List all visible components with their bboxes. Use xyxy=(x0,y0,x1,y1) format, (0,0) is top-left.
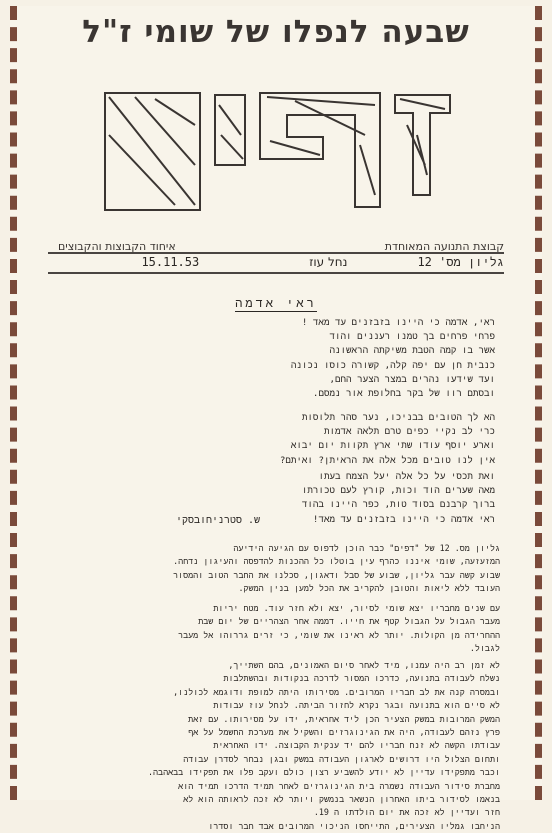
poem-stanza-2 xyxy=(150,411,495,468)
body-line: נשלח לעבודה בתנועה, כדרכו המסור לדרכה בנקודות ובהשתלבות xyxy=(223,673,500,684)
kibbutz-name: נחל עוז xyxy=(309,255,348,269)
body-line: לא סיים הוא בתנועה ובגר נקרא לחזור הביתה. לנחל עוז עבודות xyxy=(213,700,500,711)
body-line: עם שנים מחבריו יצא שומי לסיור, יצא ולא חזר עוד. מטח יריות xyxy=(213,603,500,613)
poem-line: הא לך הטובים בבניכו, נער סהר תלוסות xyxy=(301,412,495,423)
poem-line: מאה שערים הוד וכות, קורץ לעם טכורתו xyxy=(301,485,495,497)
org-right: קבוצת התנועה המאוחדת xyxy=(384,240,504,253)
body-line: מחברת סידור העבודה נשמרה בית הגינוגרזים לאחר תמיד הדרכו תמיד הוא xyxy=(178,780,500,791)
body-line: פרץ נזהם לעבודה, היה את הגינוגרזים והשקיל את מערכת החשמל על אף xyxy=(188,727,500,738)
section-title: ראי אדמה xyxy=(235,296,317,310)
poem-line: ועד שידעו נהרים במצר הצער החם, xyxy=(329,373,495,385)
poem-line: ראי, אדמה כי היינו בזבזנים עד מאד ! xyxy=(301,317,495,328)
body-line: עבודתו הקשה לא זנח חבריו להם יד ענקית הקבוצה. ידו האחראית xyxy=(213,740,500,751)
issue-line xyxy=(58,255,504,270)
body-line: גליון מס. 12 של "דפים" כבר הוכן לדפוס עם הגיעה הידיעה xyxy=(233,543,500,553)
poem-line: אשר בו קמה הטבת משיקתה הראשונה xyxy=(329,345,495,357)
poem-line: ובסתם רוו של בקר בחלופת אור נמסם. xyxy=(312,388,495,400)
paragraph-1 xyxy=(60,542,500,596)
poem-line: כנבית חן עם יפה קלה, קשורה כוסו נכונה xyxy=(290,359,495,371)
body-line: לגבול. xyxy=(469,643,500,654)
issue-number: גליון מס' 12 xyxy=(417,255,504,269)
body-line: ובמסרה קנה את לב חבריו המרובים. מסירותו היתה למופת ודוגמא לכולנו, xyxy=(173,686,500,697)
poem-line: פרחי פרחים בך טמנו רעננים והוד xyxy=(329,331,495,343)
poem-line: ברוך קרבנם בסוד טות, כפר היינו בהוד xyxy=(301,499,495,511)
body-line: שבוע קשה עבר גליון, שבוע של סבל ודאגון, סכלנו את החבר הטוב והמסור xyxy=(173,569,500,580)
paragraph-3 xyxy=(60,659,500,833)
body-line: לא זמן רב היה עמנו, מיד לאחר סיום האמונים, בהם השתייך, xyxy=(228,660,500,670)
poem-line: וארע יוסף עודו שתי ארץ תקוות יום יבוא xyxy=(290,440,495,452)
poem-line: אין לנו טובים מכל אלה את הראיתן? ואיתם? xyxy=(279,454,495,466)
poem-line: ואת תכסי על כל אלה יעל הצמח בעתו xyxy=(318,471,495,482)
body-line: בנאמו לסידור ביתו האחרון הנשאר בנמשק ויותר לא זכה לראותה הוא לא xyxy=(183,794,500,805)
body-line: וכבר מתפקידו עדיין לא יודע להשביע רצון כולם ועקב פלו את תפקידו בבאהבה. xyxy=(147,767,500,778)
body-line: ותחום הצלול היו דרושים לארגון העבודה במשק ובגן נבחר לסדרן עבודה xyxy=(183,753,500,764)
poem-author: ש. סטרניחובסקי xyxy=(175,515,260,526)
body-line: העובד ללא ליאות והטובן להקריב את הכל למען בנין המשק. xyxy=(238,583,500,594)
org-left: איחוד הקבוצות והקבוצים xyxy=(58,240,176,253)
memorial-title: שבעה לנפלו של שומי ז"ל xyxy=(82,14,470,50)
body-line: מעבר הגבול על הגבול קטף את חייו. דממה אחר הצהריים של יום שבת xyxy=(198,616,500,627)
header-rule xyxy=(48,252,504,254)
body-line: חזר ועדיין לא זכה את יום הולדתו ה 19. xyxy=(313,807,500,818)
poem-stanza-1 xyxy=(150,316,495,401)
poem-line: כרי לב נקיי כפים טרם תלאה אדמות xyxy=(323,426,495,438)
body-line: ההחרידה מן הקולות. יותר לא ראינו את שומי, כי זרים גררוהו אל מעבר xyxy=(178,629,500,640)
masthead-logo xyxy=(95,75,455,230)
body-line: הניחבו גמליו הצעירים, התייחסו הניכוי המרובים אבד חבר וסדרו xyxy=(208,820,500,831)
issue-date: 15.11.53 xyxy=(141,255,200,269)
body-line: המשק המרובות במשק הצעיר הכן ליד אחראית, ידו על מסירותו. עם זאת xyxy=(188,713,500,724)
paragraph-2 xyxy=(60,602,500,656)
body-line: המזעזעה, שומי איננו כהרף עין בוטלו כל ההכנות להדפסה והעיגון נדחה. xyxy=(173,556,500,567)
poem-line: ראי אדמה כי היינו בזבזנים עד מאד! xyxy=(312,513,495,525)
issue-rule xyxy=(48,272,504,274)
